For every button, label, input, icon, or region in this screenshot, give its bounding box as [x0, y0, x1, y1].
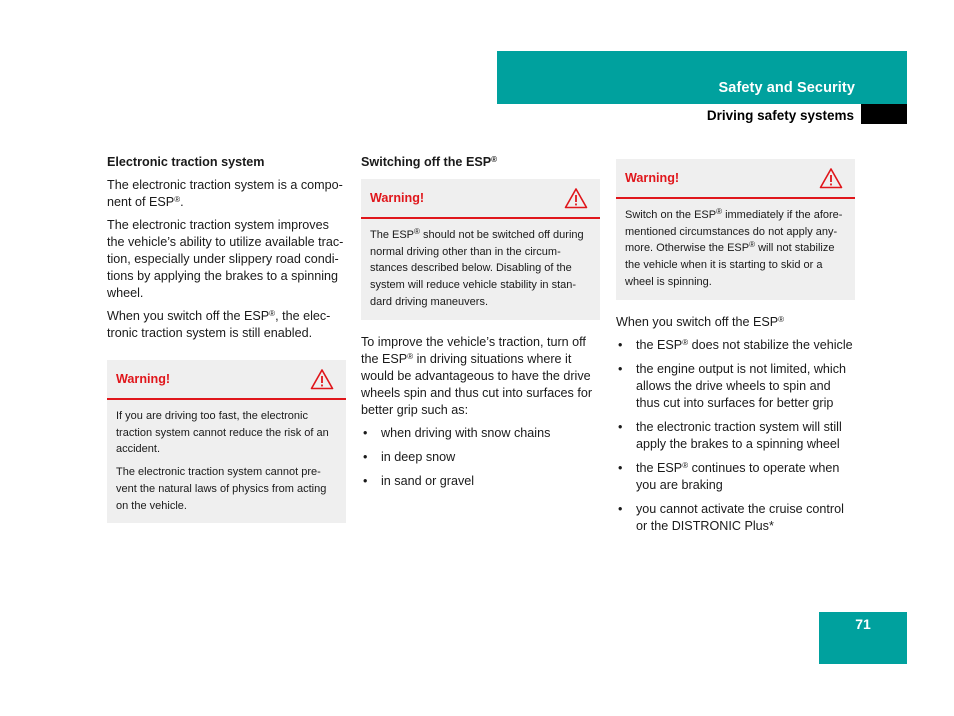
- warning-header: [361, 179, 600, 219]
- section-header-bar: [497, 51, 907, 104]
- list-item: • in deep snow: [361, 449, 600, 466]
- list-item: • the engine output is not limited, which allows the drive wheels to spin and thus cut into surfaces for better grip: [616, 361, 855, 412]
- warning-header: [616, 159, 855, 199]
- warning-text: If you are driving too fast, the electronic traction system cannot reduce the risk of an accident.: [116, 410, 329, 456]
- list-item: • the electronic traction system will still apply the brakes to a spinning wheel: [616, 419, 855, 453]
- list-item: • the ESP® continues to operate when you are braking: [616, 460, 855, 494]
- paragraph: When you switch off the ESP®: [616, 314, 785, 329]
- list-item: • when driving with snow chains: [361, 425, 600, 442]
- warning-label: Warning!: [625, 171, 680, 185]
- list-item: • you cannot activate the cruise control or the DISTRONIC Plus*: [616, 501, 855, 535]
- list-item: • the ESP® does not stabilize the vehicle: [616, 337, 855, 354]
- paragraph: To improve the vehicle’s traction, turn off the ESP® in driving situations where it would be advantageous to have the drive wheels spin and thus cut into surfaces for better grip such as:: [361, 334, 593, 417]
- warning-box: [361, 179, 600, 320]
- paragraph: When you switch off the ESP®, the elec-tronic traction system is still enabled.: [107, 309, 331, 340]
- warning-body: [616, 199, 855, 300]
- bullet-list: [616, 337, 855, 535]
- warning-box: [107, 360, 346, 523]
- paragraph: The electronic traction system is a compo-nent of ESP®.: [107, 178, 343, 209]
- subsection-title: Driving safety systems: [706, 108, 854, 123]
- warning-header: [107, 360, 346, 400]
- column-1: [107, 154, 346, 529]
- column-2: [361, 154, 600, 497]
- page-number: 71: [855, 616, 871, 632]
- section-title: Safety and Security: [718, 80, 855, 96]
- heading-switching-off-esp: Switching off the ESP®: [361, 155, 498, 169]
- warning-text: Switch on the ESP® immediately if the afore-mentioned circumstances do not apply any-more. Otherwise the ESP® will not stabilize the vehicle when it is starting to skid or a wheel is spinning.: [625, 207, 843, 288]
- list-item: • in sand or gravel: [361, 473, 600, 490]
- warning-triangle-icon: [819, 167, 843, 189]
- heading-electronic-traction: Electronic traction system: [107, 155, 265, 169]
- warning-box: [616, 159, 855, 300]
- bullet-list: [361, 425, 600, 490]
- warning-body: [107, 400, 346, 523]
- page-number-box: [819, 612, 907, 664]
- warning-label: Warning!: [370, 191, 425, 205]
- warning-triangle-icon: [310, 368, 334, 390]
- warning-body: [361, 219, 600, 320]
- paragraph: The electronic traction system improves the vehicle’s ability to utilize available trac-tion, especially under slippery road condi-tions by applying the brakes to a spinning wheel.: [107, 218, 344, 300]
- subsection-tab-marker: [861, 104, 907, 124]
- warning-text: The electronic traction system cannot pre-vent the natural laws of physics from acting on the vehicle.: [116, 466, 327, 512]
- warning-label: Warning!: [116, 372, 171, 386]
- warning-triangle-icon: [564, 187, 588, 209]
- column-3: [616, 159, 855, 542]
- warning-text: The ESP® should not be switched off during normal driving other than in the circum-stances described below. Disabling of the system will reduce vehicle stability in stan-dard driving maneuvers.: [370, 227, 584, 308]
